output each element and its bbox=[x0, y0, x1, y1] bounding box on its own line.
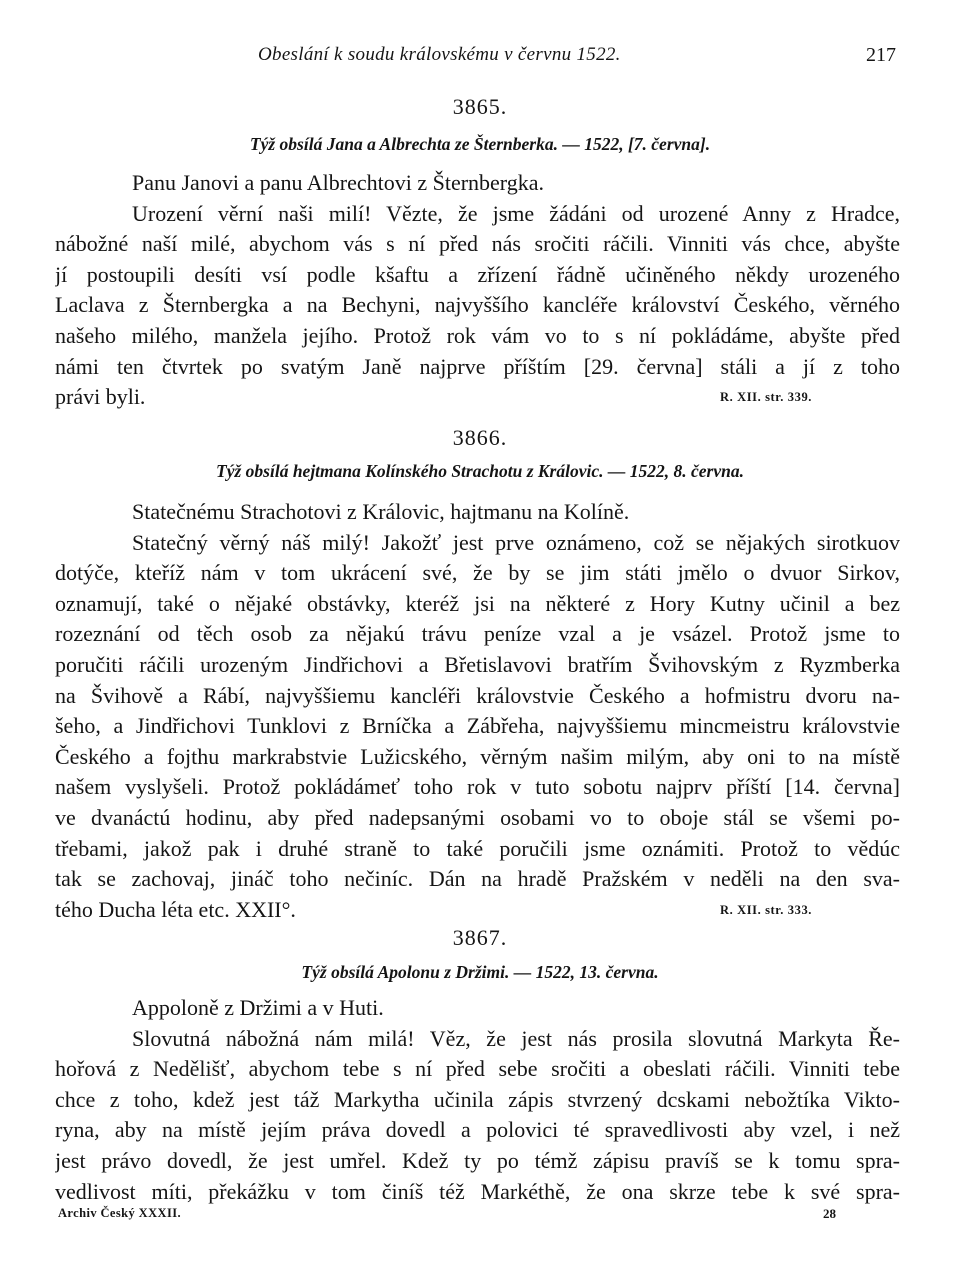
entry-number: 3867. bbox=[452, 925, 508, 950]
text-line: právi byli. bbox=[55, 384, 146, 410]
text-line: našeho milého, manžela jejího. Protož rok vám vo to s ní pokládáme, abyšte před bbox=[55, 322, 900, 348]
text-line: našem vyslyšeli. Protož pokládámeť toho rok v tuto sobotu najprv příští [14. června] bbox=[55, 774, 900, 800]
letter-address: Panu Janovi a panu Albrechtovi z Šternbergka. bbox=[132, 170, 544, 195]
text-line-with-citation bbox=[55, 895, 900, 926]
text-line: šeho, a Jindřichovi Tunklovi z Brníčka a Zábřeha, najvyššiemu mincmeistru královstvie bbox=[55, 713, 900, 739]
text-line-with-citation bbox=[55, 382, 900, 413]
letter-address: Appoloně z Držimi a v Huti. bbox=[132, 995, 384, 1020]
text-line: ryna, aby na místě jejím práva dovedl a polovici té spravedlivosti aby vzel, i než bbox=[55, 1117, 900, 1143]
text-line: ve dvanáctú hodinu, aby před nadepsanými osobami vo to oboje stál se všemi po- bbox=[55, 804, 900, 830]
text-line: oznamují, také o nějaké obstávky, kteréž jsi na některé z Hory Kutny učinil a bez bbox=[55, 590, 900, 616]
text-line: Laclava z Šternbergka a na Bechyni, najvyššího kancléře království Českého, věrného bbox=[55, 292, 900, 318]
entry-heading: Týž obsílá Jana a Albrechta ze Šternberka. — 1522, [7. června]. bbox=[249, 134, 711, 154]
entry-body bbox=[55, 168, 900, 413]
text-line: tého Ducha léta etc. XXII°. bbox=[55, 896, 296, 922]
text-line: rozeznání od těch osob za nějakú trávu peníze vzal a je vsázel. Protož jsme to bbox=[55, 621, 900, 647]
text-line: Statečný věrný náš milý! Jakožť jest prve oznámeno, což se nějakých sirotkuov bbox=[132, 529, 900, 555]
text-line: poručiti ráčili urozeným Jindřichovi a Břetislavovi bratřím Švihovským z Ryzmberka bbox=[55, 651, 900, 677]
signature-mark: Archiv Český XXXII. bbox=[58, 1206, 181, 1220]
text-line: Českého a fojthu markrabstvie Lužicského, věrným našim milým, aby oni to na místě bbox=[55, 743, 900, 769]
page-footer bbox=[58, 1206, 858, 1230]
entry-heading: Týž obsílá Apolonu z Držimi. — 1522, 13. června. bbox=[301, 962, 659, 982]
source-citation: R. XII. str. 339. bbox=[720, 390, 813, 405]
text-line: nábožné naší milé, abychom vás s ní před nás sročiti ráčili. Vinniti vás chce, abyšte bbox=[55, 231, 900, 257]
entry-heading: Týž obsílá hejtmana Kolínského Strachotu z Královic. — 1522, 8. června. bbox=[216, 461, 744, 481]
text-line: dotýče, kteříž nám v tom ukrácení své, že by se jim státi jmělo o dvuor Sirkov, bbox=[55, 560, 900, 586]
entry-number: 3865. bbox=[452, 94, 508, 119]
letter-address: Statečnému Strachotovi z Královic, hajtmanu na Kolíně. bbox=[132, 499, 630, 524]
text-line: hořová z Nedělišť, abychom tebe s ní před sebe sročiti a obeslati ráčili. Vinniti tebe bbox=[55, 1056, 900, 1082]
text-line: chce z toho, kdež jest táž Markytha učinila zápis stvrzený dcskami nebožtíka Vikto- bbox=[55, 1086, 900, 1112]
source-citation: R. XII. str. 333. bbox=[720, 902, 813, 917]
entry-body bbox=[55, 497, 900, 925]
text-line: Urození věrní naši milí! Vězte, že jsme žádáni od urozené Anny z Hradce, bbox=[132, 200, 900, 226]
text-line: třebami, jakož pak i druhé straně to také poručili jsme oznámiti. Protož to vědúc bbox=[55, 835, 900, 861]
running-title: Obeslání k soudu královskému v červnu 1522. bbox=[258, 44, 621, 65]
sheet-number: 28 bbox=[823, 1206, 836, 1221]
text-line: námi ten čtvrtek po svatým Janě najprve příštím [29. června] stáli a jí z toho bbox=[55, 353, 900, 379]
text-line: Slovutná nábožná nám milá! Věz, že jest nás prosila slovutná Markyta Ře- bbox=[132, 1025, 900, 1051]
text-line: tak se zachovaj, jináč toho nečiníc. Dán na hradě Pražském v neděli na den sva- bbox=[55, 866, 900, 892]
text-line: vedlivost míti, překážku v tom činíš též Markéthě, že ona skrze tebe k své spra- bbox=[55, 1178, 900, 1204]
entry-body bbox=[55, 993, 900, 1207]
entry-number: 3866. bbox=[452, 425, 508, 450]
page-number: 217 bbox=[866, 44, 896, 66]
running-head bbox=[0, 44, 960, 74]
text-line: jest právo dovedl, že jest umřel. Kdež ty po témž zápisu pravíš se k tomu spra- bbox=[55, 1147, 900, 1173]
text-line: jí postoupili desíti vsí podle kšaftu a zřízení řádně učiněného někdy urozeného bbox=[55, 261, 900, 287]
text-line: na Švihově a Rábí, najvyššiemu kancléři královstvie Českého a hofmistru dvoru na- bbox=[55, 682, 900, 708]
